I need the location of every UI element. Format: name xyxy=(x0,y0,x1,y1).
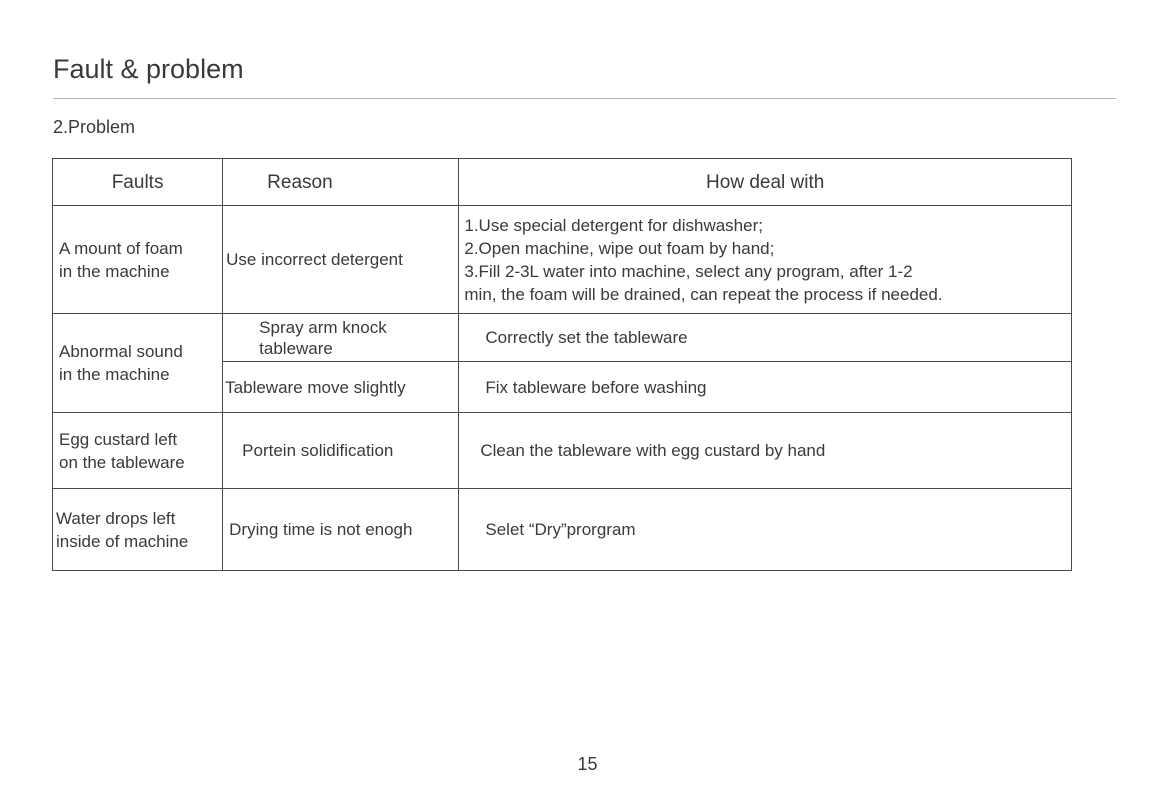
reason-cell: Spray arm knock tableware xyxy=(223,314,459,362)
problem-table xyxy=(52,158,1072,571)
page-title: Fault & problem xyxy=(53,54,244,84)
reason-cell: Use incorrect detergent xyxy=(223,206,459,314)
fault-cell: Egg custard left on the tableware xyxy=(53,413,223,489)
deal-cell: 1.Use special detergent for dishwasher; 2.Open machine, wipe out foam by hand; 3.Fill 2-3L water into machine, select any program, after 1-2 min, the foam will be drained, can repeat the process if needed. xyxy=(459,206,1072,314)
header-how-deal-with: How deal with xyxy=(459,159,1072,206)
deal-cell: Fix tableware before washing xyxy=(459,362,1072,413)
section-heading: 2.Problem xyxy=(53,117,136,137)
table-row xyxy=(53,413,1072,489)
title-divider xyxy=(53,98,1116,99)
deal-cell: Selet “Dry”prorgram xyxy=(459,489,1072,571)
table-row xyxy=(53,206,1072,314)
deal-cell: Correctly set the tableware xyxy=(459,314,1072,362)
header-reason: Reason xyxy=(223,159,459,206)
table-row xyxy=(53,489,1072,571)
fault-cell: Abnormal sound in the machine xyxy=(53,314,223,413)
page-number: 15 xyxy=(577,754,598,774)
table-row xyxy=(53,314,1072,362)
reason-cell: Portein solidification xyxy=(223,413,459,489)
reason-cell: Drying time is not enogh xyxy=(223,489,459,571)
deal-cell: Clean the tableware with egg custard by hand xyxy=(459,413,1072,489)
header-faults: Faults xyxy=(53,159,223,206)
reason-cell: Tableware move slightly xyxy=(223,362,459,413)
fault-cell: Water drops left inside of machine xyxy=(53,489,223,571)
fault-cell: A mount of foam in the machine xyxy=(53,206,223,314)
table-header-row xyxy=(53,159,1072,206)
